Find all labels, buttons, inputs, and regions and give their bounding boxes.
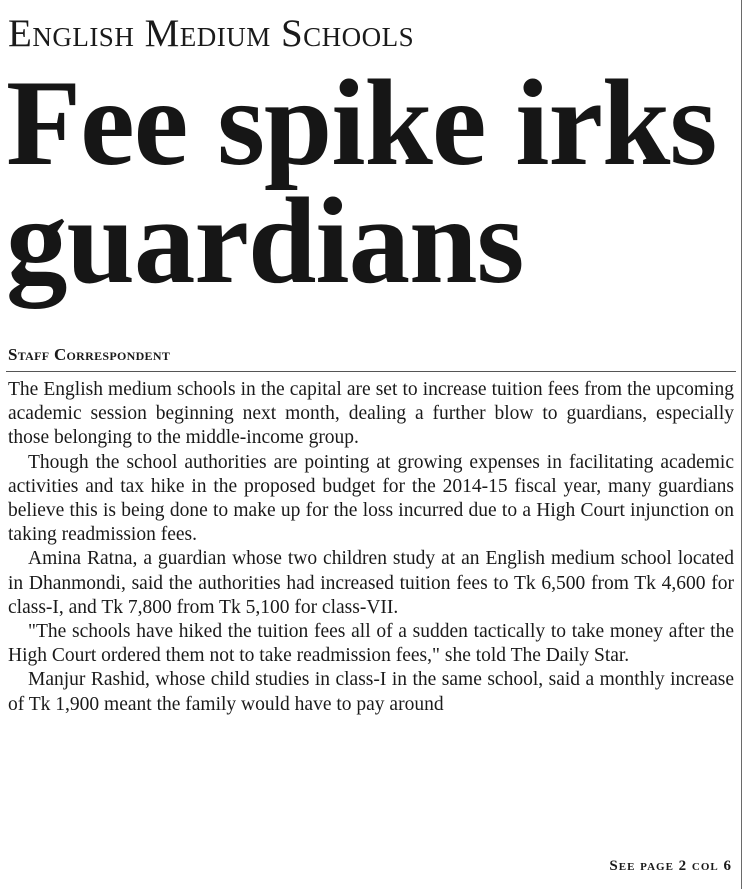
paragraph: "The schools have hiked the tuition fees all of a sudden tactically to take money after the High Court ordered them not to take readmission fees," she told The Daily Star. — [8, 621, 734, 667]
headline-line-1: Fee spike irks — [6, 54, 717, 191]
paragraph: Amina Ratna, a guardian whose two children study at an English medium school located in Dhanmondi, said the authorities had increased tuition fees to Tk 6,500 from Tk 4,600 for class-I, and Tk 7,800 from Tk 5,100 for class-VII. — [8, 548, 734, 618]
headline-line-2: guardians — [6, 172, 524, 309]
paragraph: Manjur Rashid, whose child studies in class-I in the same school, said a monthly increase of Tk 1,900 meant the family would have to pay around — [8, 669, 734, 715]
byline-divider — [6, 371, 736, 372]
paragraph: Though the school authorities are pointing at growing expenses in facilitating academic activities and tax hike in the proposed budget for the 2014-15 fiscal year, many guardians believe this is being done to make up for the loss incurred due to a High Court injunction on taking readmission fees. — [8, 451, 734, 546]
byline: Staff Correspondent — [8, 345, 171, 364]
continuation-line: See page 2 col 6 — [609, 858, 732, 874]
kicker: English Medium Schools — [8, 12, 415, 55]
paragraph: The English medium schools in the capital are set to increase tuition fees from the upcoming academic session beginning next month, dealing a further blow to guardians, especially those belonging to the middle-income group. — [8, 379, 734, 449]
column-rule — [741, 0, 742, 889]
article-body — [8, 378, 734, 717]
headline — [6, 54, 736, 309]
